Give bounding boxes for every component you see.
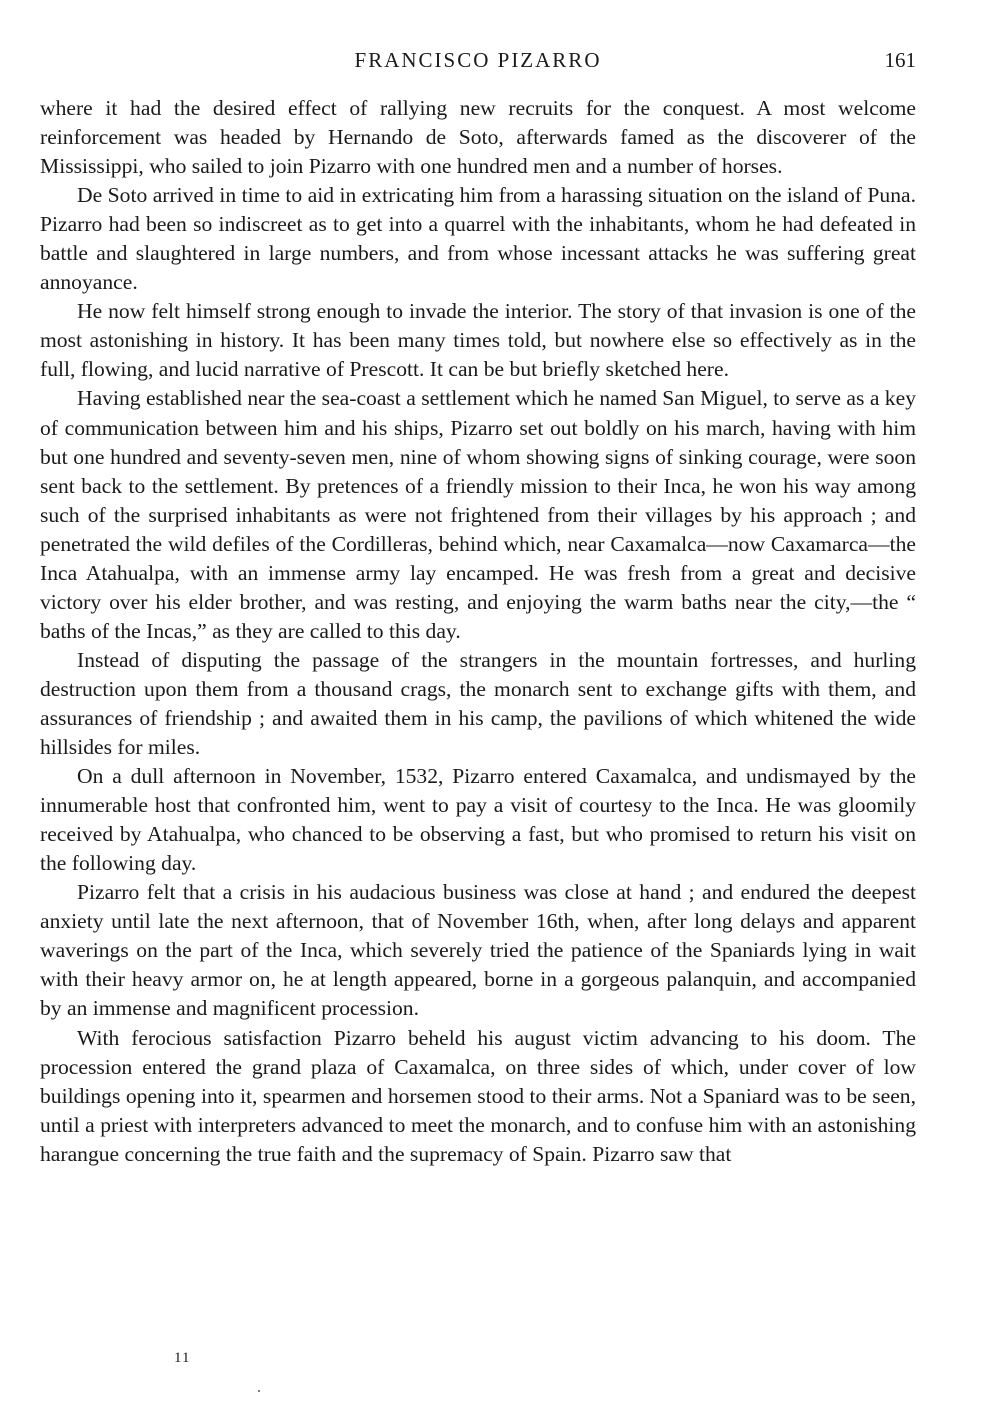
- paragraph-3: He now felt himself strong enough to invade the interior. The story of that invasion is one of the most astonishing in history. It has been many times told, but nowhere else so effectively as in the full, flowing, and lucid narrative of Prescott. It can be but briefly sketched here.: [40, 299, 916, 382]
- paragraph-2: De Soto arrived in time to aid in extricating him from a harassing situation on the island of Puna. Pizarro had been so indiscreet as to get into a quarrel with the inhabitants, whom he had defeated in battle and slaughtered in large numbers, and from whose incessant attacks he was suffering great annoyance.: [40, 183, 916, 295]
- paragraph-4: Having established near the sea-coast a settlement which he named San Miguel, to serve as a key of communication between him and his ships, Pizarro set out boldly on his march, having with him but one hundred and seventy-seven men, nine of whom showing signs of sinking courage, were soon sent back to the settlement. By pretences of a friendly mission to their Inca, he won his way among such of the surprised inhabitants as were not frightened from their villages by his approach ; and penetrated the wild defiles of the Cordilleras, behind which, near Caxamalca—now Caxamarca—the Inca Atahualpa, with an immense army lay encamped. He was fresh from a great and decisive victory over his elder brother, and was resting, and enjoying the warm baths near the city,—the “ baths of the Incas,” as they are called to this day.: [40, 386, 916, 643]
- paragraph-6: On a dull afternoon in November, 1532, Pizarro entered Caxamalca, and undismayed by the innumerable host that confronted him, went to pay a visit of courtesy to the Inca. He was gloomily received by Atahualpa, who chanced to be observing a fast, but who promised to return his visit on the following day.: [40, 764, 916, 876]
- paragraph-1: where it had the desired effect of rallying new recruits for the conquest. A most welcome reinforcement was headed by Hernando de Soto, afterwards famed as the discoverer of the Mississippi, who sailed to join Pizarro with one hundred men and a number of horses.: [40, 96, 916, 179]
- page-number: 161: [884, 48, 916, 72]
- book-page: [40, 44, 916, 1169]
- print-speck: [258, 1390, 260, 1392]
- running-head: [40, 44, 916, 80]
- running-title: FRANCISCO PIZARRO: [354, 48, 602, 72]
- signature-mark: 11: [174, 1350, 191, 1366]
- body-text: [40, 94, 916, 1169]
- paragraph-7: Pizarro felt that a crisis in his audacious business was close at hand ; and endured the deepest anxiety until late the next afternoon, that of November 16th, when, after long delays and apparent waverings on the part of the Inca, which severely tried the patience of the Spaniards lying in wait with their heavy armor on, he at length appeared, borne in a gorgeous palanquin, and accompanied by an immense and magnificent procession.: [40, 880, 916, 1021]
- paragraph-8: With ferocious satisfaction Pizarro beheld his august victim advancing to his doom. The procession entered the grand plaza of Caxamalca, on three sides of which, under cover of low buildings opening into it, spearmen and horsemen stood to their arms. Not a Spaniard was to be seen, until a priest with interpreters advanced to meet the monarch, and to confuse him with an astonishing harangue concerning the true faith and the supremacy of Spain. Pizarro saw that: [40, 1025, 916, 1166]
- paragraph-5: Instead of disputing the passage of the strangers in the mountain fortresses, and hurling destruction upon them from a thousand crags, the monarch sent to exchange gifts with them, and assurances of friendship ; and awaited them in his camp, the pavilions of which whitened the wide hillsides for miles.: [40, 647, 916, 760]
